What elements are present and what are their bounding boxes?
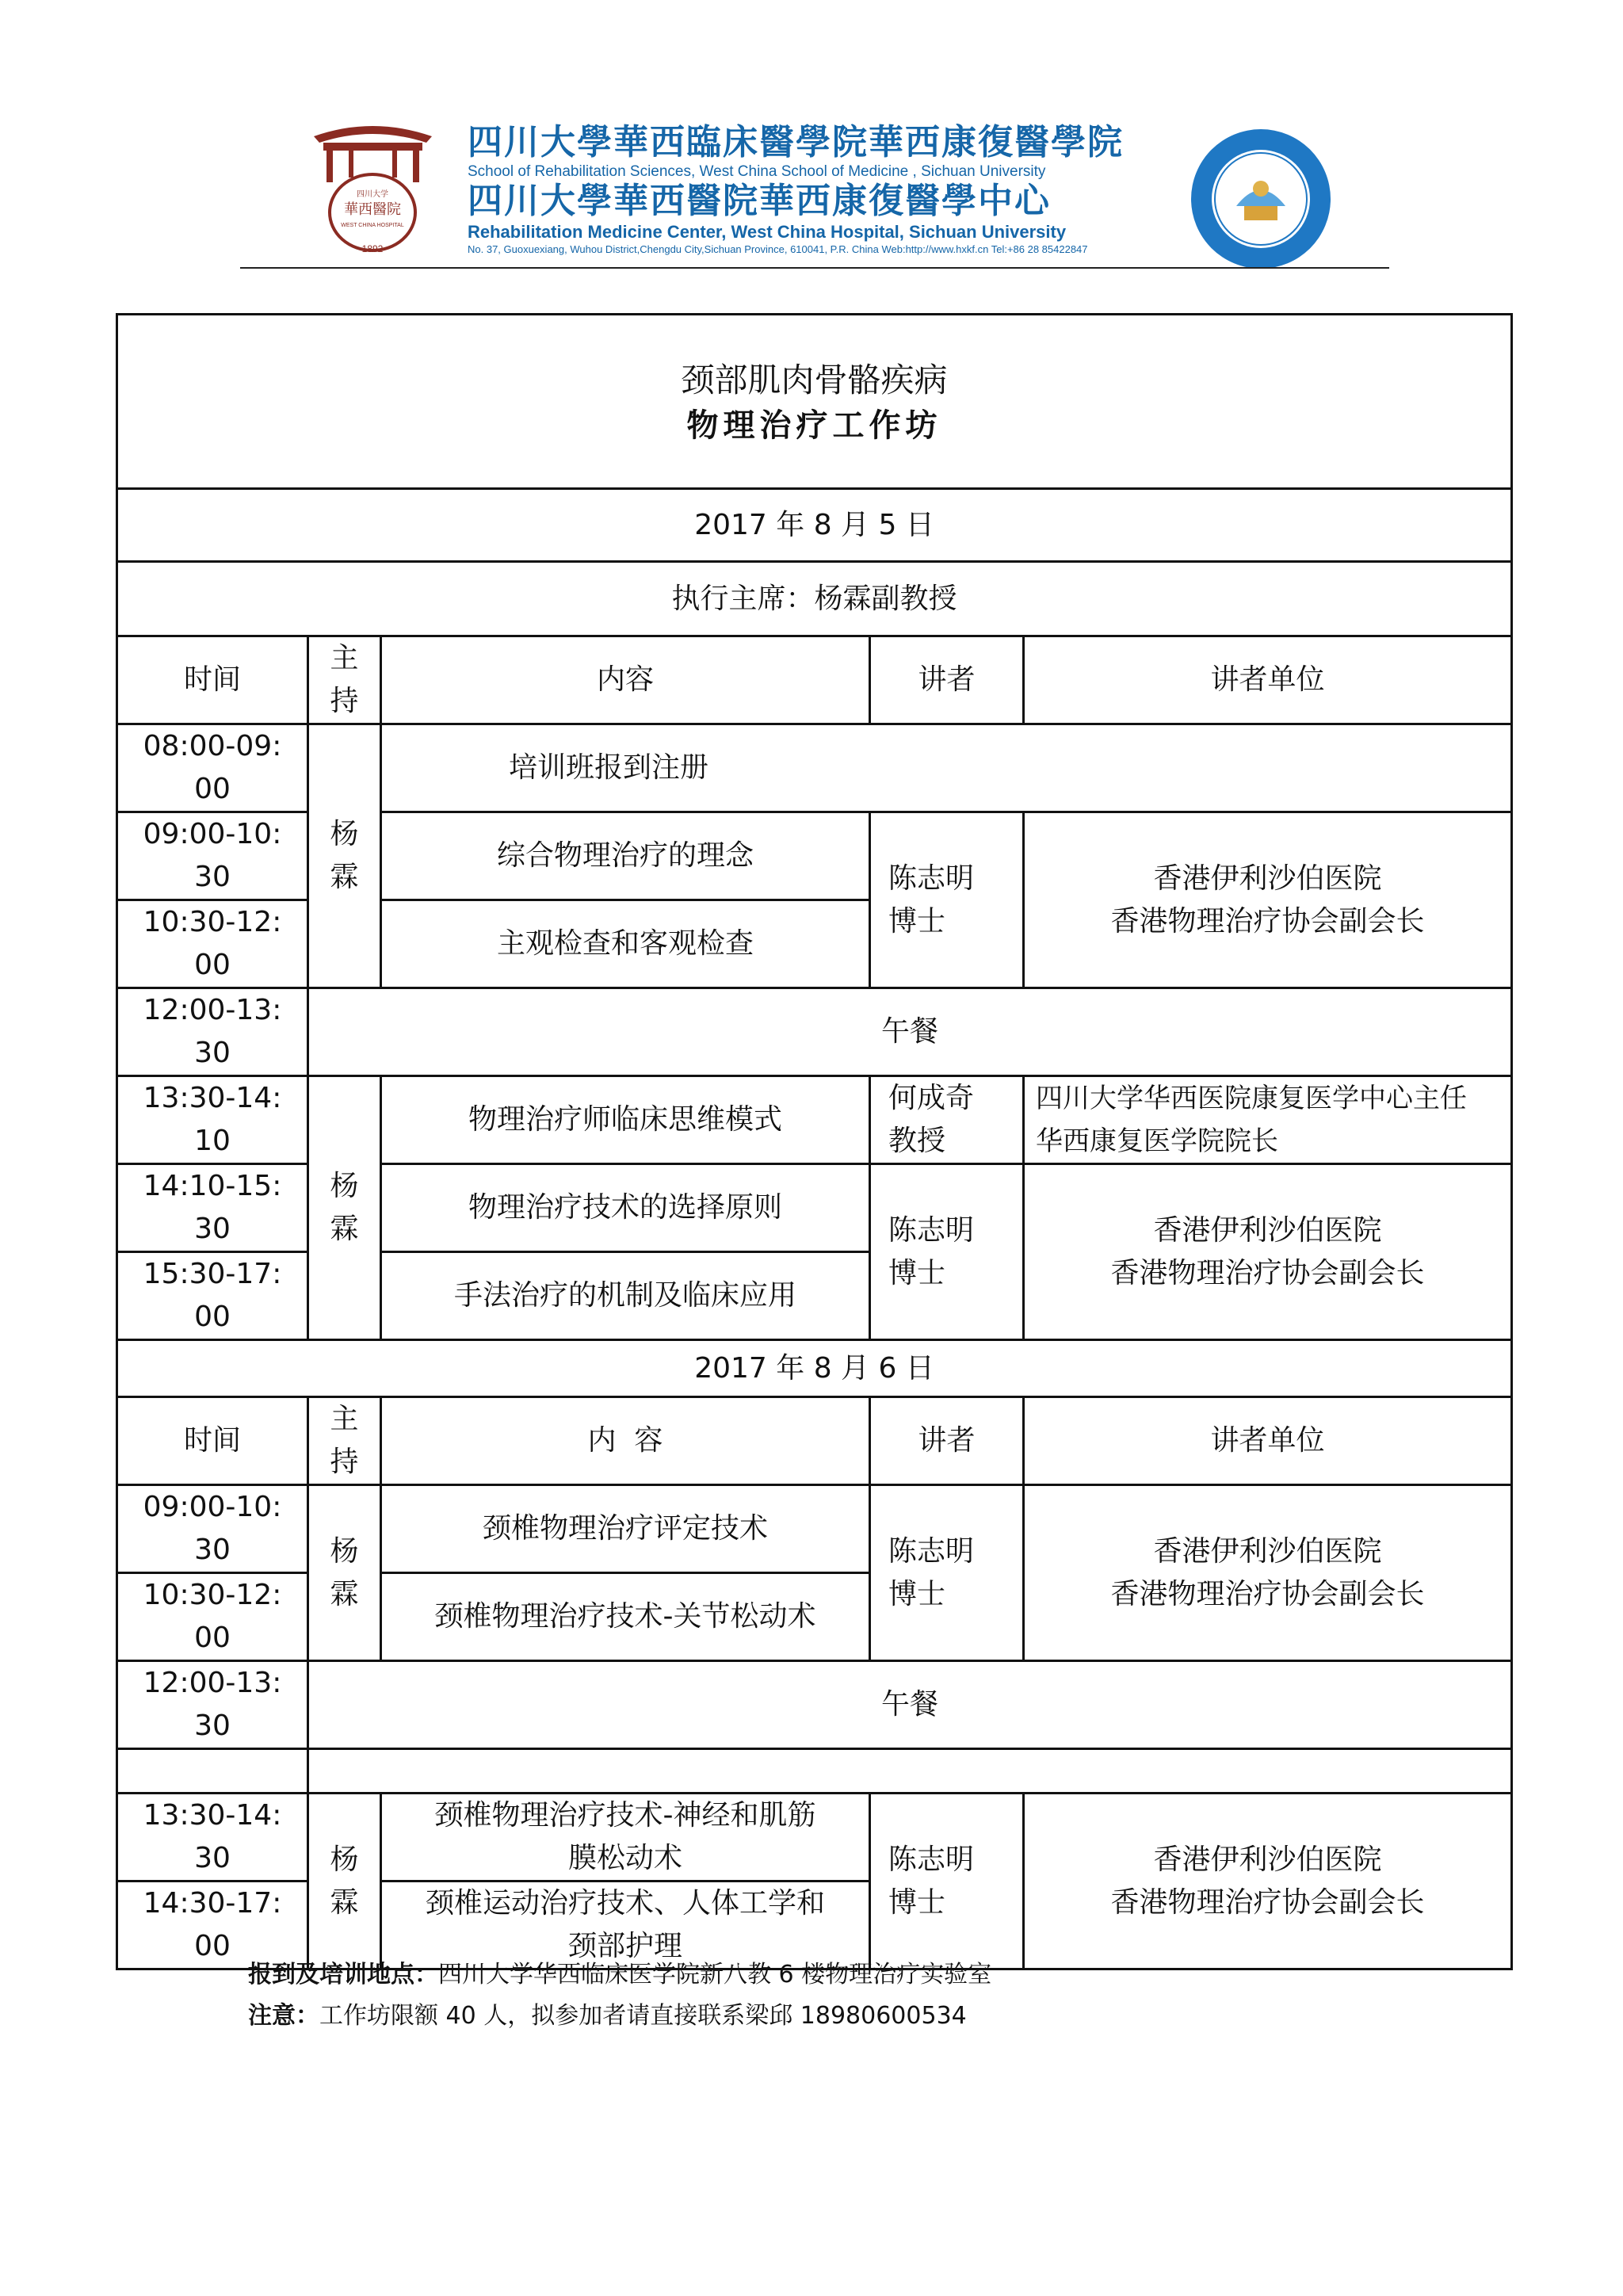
table-row-time: 13:30-14: 10 <box>117 1076 308 1164</box>
table-row-content: 颈椎物理治疗评定技术 <box>381 1485 870 1573</box>
school-name-cn: 四川大學華西臨床醫學院華西康復醫學院 <box>468 122 1124 162</box>
west-china-hospital-logo <box>307 119 438 255</box>
unit-cell: 四川大学华西医院康复医学中心主任 华西康复医学院院长 <box>1024 1076 1512 1164</box>
schedule-table <box>116 313 1513 1970</box>
speaker-cell: 陈志明 博士 <box>870 1485 1024 1661</box>
svg-text:華西醫院: 華西醫院 <box>344 201 401 218</box>
header-content: 内容 <box>381 636 870 724</box>
day1-chair: 执行主席：杨霖副教授 <box>117 562 1512 636</box>
letterhead <box>238 111 1403 269</box>
location-text: 四川大学华西临床医学院新八教 6 楼物理治疗实验室 <box>438 1961 992 1988</box>
svg-text:四川大学: 四川大学 <box>357 190 388 199</box>
speaker-cell: 陈志明 博士 <box>870 1794 1024 1969</box>
table-row-time: 14:30-17: 00 <box>117 1881 308 1969</box>
header-host: 主 持 <box>308 1397 381 1485</box>
workshop-title: 颈部肌肉骨骼疾病 <box>681 360 948 399</box>
header-speaker: 讲者 <box>870 1397 1024 1485</box>
table-row-time: 09:00-10: 30 <box>117 1485 308 1573</box>
unit-cell: 香港伊利沙伯医院 香港物理治疗协会副会长 <box>1024 1485 1512 1661</box>
table-row-content: 颈椎运动治疗技术、人体工学和 颈部护理 <box>381 1881 870 1969</box>
unit-cell: 香港伊利沙伯医院 香港物理治疗协会副会长 <box>1024 1164 1512 1340</box>
lunch-cell: 午餐 <box>308 988 1512 1076</box>
empty-cell <box>308 1749 1512 1794</box>
unit-cell: 香港伊利沙伯医院 香港物理治疗协会副会长 <box>1024 812 1512 988</box>
header-host: 主 持 <box>308 636 381 724</box>
empty-cell <box>117 1749 308 1794</box>
table-row-time: 15:30-17: 00 <box>117 1252 308 1340</box>
center-name-en: Rehabilitation Medicine Center, West China Hospital, Sichuan University <box>468 222 1067 242</box>
table-row-content: 颈椎物理治疗技术-关节松动术 <box>381 1573 870 1661</box>
header-unit: 讲者单位 <box>1024 1397 1512 1485</box>
header-time: 时间 <box>117 1397 308 1485</box>
table-row-content: 物理治疗技术的选择原则 <box>381 1164 870 1252</box>
table-row-content: 综合物理治疗的理念 <box>381 812 870 900</box>
lunch-time: 12:00-13: 30 <box>117 1661 308 1749</box>
table-row-content: 手法治疗的机制及临床应用 <box>381 1252 870 1340</box>
note-label: 注意： <box>248 2002 319 2030</box>
day1-date: 2017 年 8 月 5 日 <box>117 489 1512 562</box>
header-content: 内 容 <box>381 1397 870 1485</box>
table-row-time: 13:30-14: 30 <box>117 1794 308 1881</box>
host-cell: 杨 霖 <box>308 1794 381 1969</box>
school-name-en: School of Rehabilitation Sciences, West China School of Medicine , Sichuan University <box>468 163 1046 180</box>
lunch-cell: 午餐 <box>308 1661 1512 1749</box>
letterhead-text <box>468 122 1181 257</box>
address-line: No. 37, Guoxuexiang, Wuhou District,Chengdu City,Sichuan Province, 610041, P.R. China Web:http://www.hxkf.cn Tel:+86 28 85422847 <box>468 243 1088 255</box>
table-row-time: 14:10-15: 30 <box>117 1164 308 1252</box>
location-label: 报到及培训地点： <box>248 1961 438 1988</box>
svg-text:WEST CHINA HOSPITAL: WEST CHINA HOSPITAL <box>341 223 404 228</box>
lunch-time: 12:00-13: 30 <box>117 988 308 1076</box>
table-row-time: 09:00-10: 30 <box>117 812 308 900</box>
table-row-content: 培训班报到注册 <box>381 724 1512 812</box>
header-unit: 讲者单位 <box>1024 636 1512 724</box>
table-row-content: 物理治疗师临床思维模式 <box>381 1076 870 1164</box>
header-speaker: 讲者 <box>870 636 1024 724</box>
host-cell: 杨 霖 <box>308 1076 381 1340</box>
speaker-cell: 陈志明 博士 <box>870 1164 1024 1340</box>
table-row-content: 主观检查和客观检查 <box>381 900 870 988</box>
table-row-content: 颈椎物理治疗技术-神经和肌筋 膜松动术 <box>381 1794 870 1881</box>
header-divider <box>240 267 1389 269</box>
note-line <box>248 2000 967 2032</box>
speaker-cell: 何成奇 教授 <box>870 1076 1024 1164</box>
title-cell <box>117 315 1512 489</box>
center-name-cn: 四川大學華西醫院華西康復醫學中心 <box>468 181 1051 221</box>
rehabilitation-school-seal-icon <box>1189 127 1333 271</box>
svg-text:1892: 1892 <box>361 243 384 254</box>
speaker-cell: 陈志明 博士 <box>870 812 1024 988</box>
unit-cell: 香港伊利沙伯医院 香港物理治疗协会副会长 <box>1024 1794 1512 1969</box>
host-cell: 杨 霖 <box>308 724 381 988</box>
table-row-time: 10:30-12: 00 <box>117 1573 308 1661</box>
host-cell: 杨 霖 <box>308 1485 381 1661</box>
workshop-subtitle: 物理治疗工作坊 <box>686 407 942 444</box>
location-line <box>248 1959 991 1991</box>
header-time: 时间 <box>117 636 308 724</box>
table-row-time: 10:30-12: 00 <box>117 900 308 988</box>
note-text: 工作坊限额 40 人，拟参加者请直接联系梁邱 18980600534 <box>319 2002 967 2030</box>
day2-date: 2017 年 8 月 6 日 <box>117 1340 1512 1397</box>
table-row-time: 08:00-09: 00 <box>117 724 308 812</box>
